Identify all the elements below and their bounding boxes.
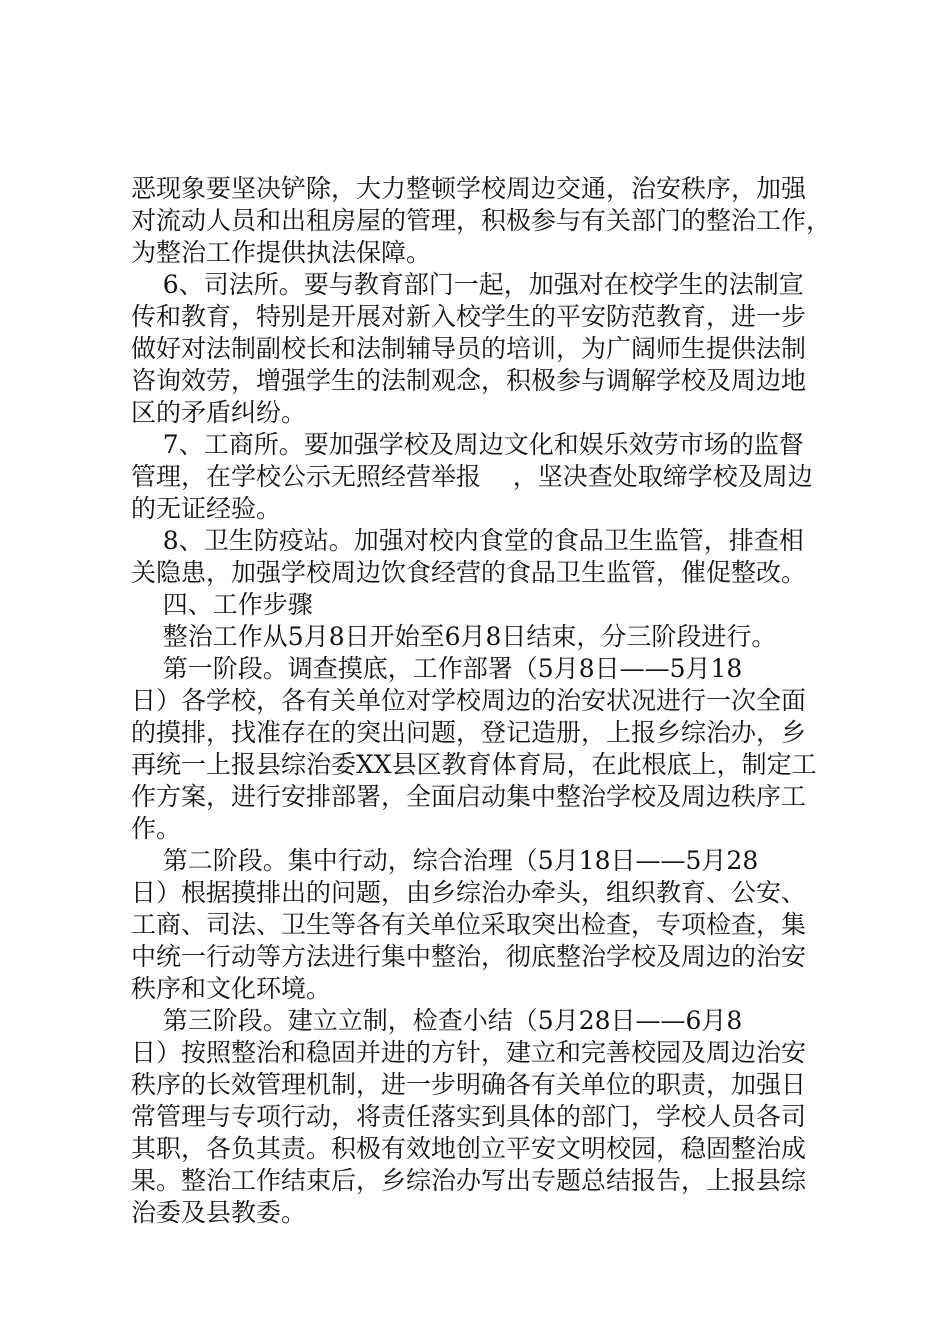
document-body xyxy=(131,173,831,1229)
text-line: 作方案，进行安排部署，全面启动集中整治学校及周边秩序工 xyxy=(131,782,807,811)
text-line: 第三阶段。建立立制，检查小结（5月28日——6月8 xyxy=(131,1006,743,1035)
text-line: 6、司法所。要与教育部门一起，加强对在校学生的法制宣 xyxy=(131,270,804,299)
text-line: 的无证经验。 xyxy=(131,494,282,523)
text-line: 其职，各负其责。积极有效地创立平安文明校园，稳固整治成 xyxy=(131,1134,807,1163)
text-line: 日）根据摸排出的问题，由乡综治办牵头，组织教育、公安、 xyxy=(131,878,807,907)
text-line: 关隐患，加强学校周边饮食经营的食品卫生监管，催促整改。 xyxy=(131,558,807,587)
text-line: 果。整治工作结束后，乡综治办写出专题总结报告，上报县综 xyxy=(131,1166,807,1195)
text-line: 整治工作从5月8日开始至6月8日结束，分三阶段进行。 xyxy=(131,622,777,651)
text-line: 第二阶段。集中行动，综合治理（5月18日——5月28 xyxy=(131,846,759,875)
text-line: 管理，在学校公示无照经营举报 ，坚决查处取缔学校及周边 xyxy=(131,462,813,491)
text-line: 咨询效劳，增强学生的法制观念，积极参与调解学校及周边地 xyxy=(131,366,807,395)
text-line: 8、卫生防疫站。加强对校内食堂的食品卫生监管，排查相 xyxy=(131,526,804,555)
text-line: 治委及县教委。 xyxy=(131,1198,307,1227)
text-line: 工商、司法、卫生等各有关单位采取突出检查，专项检查，集 xyxy=(131,910,807,939)
text-line: 秩序和文化环境。 xyxy=(131,974,332,1003)
text-line: 对流动人员和出租房屋的管理，积极参与有关部门的整治工作， xyxy=(131,206,831,235)
text-line: 四、工作步骤 xyxy=(131,590,313,619)
text-line: 再统一上报县综治委XX县区教育体育局，在此根底上，制定工 xyxy=(131,750,817,779)
text-line: 秩序的长效管理机制，进一步明确各有关单位的职责，加强日 xyxy=(131,1070,807,1099)
text-line: 传和教育，特别是开展对新入校学生的平安防范教育，进一步 xyxy=(131,302,807,331)
text-line: 做好对法制副校长和法制辅导员的培训，为广阔师生提供法制 xyxy=(131,334,807,363)
text-line: 恶现象要坚决铲除，大力整顿学校周边交通，治安秩序，加强 xyxy=(131,174,807,203)
text-line: 日）按照整治和稳固并进的方针，建立和完善校园及周边治安 xyxy=(131,1038,807,1067)
text-line: 常管理与专项行动，将责任落实到具体的部门，学校人员各司 xyxy=(131,1102,807,1131)
text-line: 7、工商所。要加强学校及周边文化和娱乐效劳市场的监督 xyxy=(131,430,804,459)
text-line: 第一阶段。调查摸底，工作部署（5月8日——5月18 xyxy=(131,654,743,683)
text-line: 为整治工作提供执法保障。 xyxy=(131,238,432,267)
text-line: 中统一行动等方法进行集中整治，彻底整治学校及周边的治安 xyxy=(131,942,807,971)
text-line: 区的矛盾纠纷。 xyxy=(131,398,307,427)
text-line: 日）各学校，各有关单位对学校周边的治安状况进行一次全面 xyxy=(131,686,807,715)
text-line: 作。 xyxy=(131,814,182,843)
text-line: 的摸排，找准存在的突出问题，登记造册，上报乡综治办，乡 xyxy=(131,718,807,747)
